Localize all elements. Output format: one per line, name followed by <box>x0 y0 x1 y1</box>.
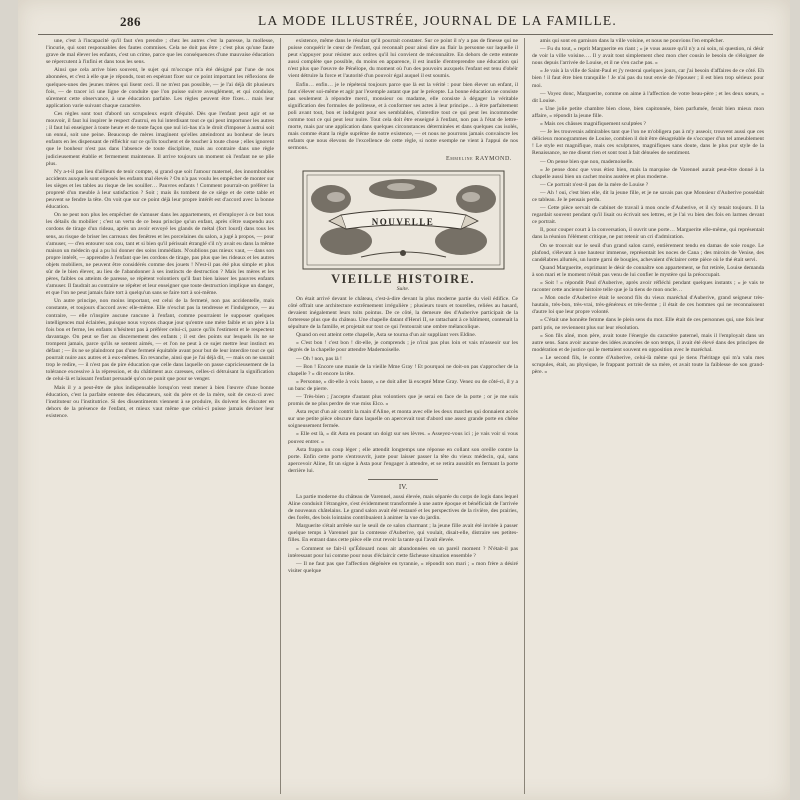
column-divider-right <box>524 38 525 794</box>
story-subtitle: Suite. <box>396 285 410 292</box>
paragraph: — Fu du tout, » reprit Marguerite en riant ; « je vous assure qu'il n'y a ni soin, ni question, ni désir de voir la ville voisine…. Il y avait tout simplement chez mon cher cousin le besoin de s'éloigner de nous depuis l'arrivée de Louise, et il ne s'en cache pas. » <box>532 46 764 67</box>
paragraph: — Cette pièce servait de cabinet de travail à mon oncle d'Auberive, et il s'y tenait toujours. Il la regardait souvent pendant qu'il lisait ou écrivait ses lettres, et je l'ai vu bien des fois en larmes devant ce portrait. <box>532 205 764 226</box>
paragraph: « Mais ces châsses magnifiquement sculptées ? <box>540 121 646 128</box>
section-rule <box>368 479 438 480</box>
column-left <box>46 38 274 794</box>
running-title: LA MODE ILLUSTRÉE, JOURNAL DE LA FAMILLE. <box>258 13 617 28</box>
column-divider-left <box>280 38 281 794</box>
paragraph: On était arrivé devant le château, c'est-à-dire devant la plus moderne partie du vieil édifice. Ce côté offrait une architecture extrêmement irrégulière ; plusieurs tours et tourelles, reliées au hasard, devaient inégalement leurs toits pointus. De ce côté, la demeure des d'Auberive participait de la forteresse plus que du château. Une chapelle datant d'Henri II, se rattachant à ce bâtiment, contenait la sépulture de la famille, et projetait sur tout ce qui l'entourait une ombre mélancolique. <box>288 295 518 331</box>
paragraph: « Comment se fait-il qu'Édouard nous ait abandonnées en un pareil moment ? N'était-il pas intéressant pour lui comme pour nous d'éclaircir cette fâcheuse situation ensemble ? <box>288 545 518 559</box>
story-section-iv <box>288 494 518 575</box>
paragraph: « Mon oncle d'Auberive était le second fils du vieux maréchal d'Auberive, grand seigneur très-hautain, très-bon, très-vrai, très-généreux et très-ferme ; il était de ces hommes qui ne reconnaissent d'autre loi que leur propre volonté. <box>532 295 764 316</box>
paragraph: — Ah ! oui, c'est bien elle, dit la jeune fille, et je ne savais pas que Monsieur d'Auberive possédait ce tableau. Je le pensais perdu. <box>532 189 764 203</box>
paragraph: Quand on eut atteint cette chapelle, Asta se tourna d'un air suppliant vers Eldine. <box>296 332 477 339</box>
page-number: 286 <box>120 14 141 29</box>
paragraph: — Voyez donc, Marguerite, comme on aime à l'affection de votre beau-père ; et les deux sœurs, » dit Louise. <box>532 90 764 104</box>
paragraph: On se trouvait sur le seuil d'un grand salon carré, entièrement tendu en damas de soie rouge. Le plafond, s'élevant à une hauteur immense, représentait les noces de Cana ; des miroirs de Venise, des candélabres allumés, un lustre garni de bougies, achevaient d'éclairer cette pièce où le thé était servi. <box>532 242 764 263</box>
section-number: IV. <box>398 482 408 491</box>
paragraph: — On pense bien que non, mademoiselle. <box>540 158 634 165</box>
paragraph: Mais il y a peut-être de plus indispensable lorsqu'on veut mener à bien l'œuvre d'une bonne éducation, c'est la parfaite entente des éducateurs, soit du père et de la mère, soit de ceux-ci avec l'instituteur ou l'institutrice. Si des dissentiments viennent à se produire, ils doivent les discuter en dehors de la présence de l'enfant, et mieux vaut même que celui-ci puisse jamais deviner leur existence. <box>46 384 274 419</box>
paragraph: — Très-bien ; j'accepte d'autant plus volontiers que je serai en face de la porte ; or je me suis promis de ne plus perdre de vue miss Elco. » <box>288 394 518 408</box>
paragraph: « Soit ! » répondit Paul d'Auberive, après avoir réfléchi pendant quelques instants ; « je vais te raconter cette ancienne histoire telle que je la tiens de mon oncle… <box>532 280 764 294</box>
paragraph: Marguerite s'était arrêtée sur le seuil de ce salon charmant ; la jeune fille avait été invitée à passer quelque temps à Varennel par la comtesse d'Auberive, qui voulait, disait-elle, distraire ses petites-filles. En entrant dans cette pièce elle crut revoir la tante qui l'avait élevée. <box>288 523 518 544</box>
paragraph: Asta reçut d'un air contrit la main d'Aline, et monta avec elle les deux marches qui donnaient accès sur une petite pièce obscure dans laquelle on apercevait tout d'abord une assez grande porte en chêne soigneusement fermée. <box>288 409 518 430</box>
paragraph: Quand Marguerite, exprimant le désir de connaître son appartement, se fut retirée, Louise demanda à son mari et le moment n'était pas venu de lui confier le mystère qui la préoccupait. <box>532 264 764 278</box>
paragraph: amis qui sont en garnison dans la ville voisine, et nous ne pouvions l'en empêcher. <box>540 38 725 44</box>
story-title: VIEILLE HISTOIRE. <box>331 271 475 286</box>
paragraph: — Je les trouverais admirables tant que l'on ne m'obligera pas à m'y asseoir, trouvent aussi que ces délicieux monogrammes de Louise, combien il doit être désagréable de s'occuper d'un tel ameublement ! Le style est magnifique, mais ces sculptures, magnifiques sans doute, dans le plus pur style de la Renaissance, ne me disent rien et sont tout à fait dénuées de sentiment. <box>532 129 764 157</box>
paragraph: — Oh ! non, pas là ! <box>296 355 342 362</box>
paragraph: Il, pour couper court à la conversation, il ouvrit une porte… Marguerite elle-même, qui représentait dans la réunion l'élément critique, ne put retenir un cri d'admiration. <box>532 227 764 241</box>
paragraph: Asta frappa un coup léger ; elle attendit longtemps une réponse en collant son oreille contre la porte. Enfin cette porte s'entrouvrit, juste pour laisser passer la tête du vieux médecin, qui, sans apercevoir Aline, fit un signe à Asta pour l'engager à attendre, et se retira aussitôt en fermant la porte derrière lui. <box>288 446 518 474</box>
paragraph: — Il ne faut pas que l'affection dégénère en tyrannie, » répondit son mari ; « mon frère a désiré visiter quelque <box>288 560 518 574</box>
paragraph: « Une jolie petite chambre bien close, bien capitonnée, bien parfumée, ferait bien mieux mon affaire, » répondit la jeune fille. <box>532 105 764 119</box>
paragraph: « Je pense donc que vous étiez bien, mais la marquise de Varennel aurait peut-être donné à la chapelle aussi bien un cachet moins austère et plus moderne. <box>532 166 764 180</box>
paragraph: « Son fils aîné, mon père, avait toute l'énergie du caractère paternel, mais il l'employait dans un autre sens. Sans avoir aucune des idées avancées de son temps, il avait été élevé dans des principes de modération et de justice qui le mettaient souvent en opposition avec le maréchal. <box>532 332 764 353</box>
paragraph: « Je vais à la ville de Saint-Paul et j'y resterai quelques jours, car j'ai besoin d'affaires de ce côté. Eh bien ! il faut être bien tranquille ! Je n'ai pas du tout envie de l'épouser ; il est bien trop sérieux pour moi. <box>532 68 764 89</box>
vignette-label: NOUVELLE <box>371 216 434 227</box>
paragraph: Enfin… enfin… je le répéterai toujours parce que là est la vérité : pour bien élever un enfant, il faut s'élever soi-même et agir par l'exemple autant que par le précepte. La bonne éducation ne consiste pas seulement à répondre merci, monsieur ou madame, elle consiste à dégager la véritable signification des formules de politesse, et à conformer ses actes à leur principe… à être parfaitement poli avant tout, bon et indulgent pour ses semblables, s'interdire tout ce qui peut les incommoder comme tout ce qui peut leur nuire. Tout cela doit être enseigné à l'enfant, non pas à l'état de lettre-morte, mais par une application dans quelques circonstances déterminées et dans quelques cas isolés, mais comme étant la règle suprême de notre existence, — et nous ne pourrons jamais convaincre les enfants que nous élevons de l'excellence de cette règle, si notre exemple ne vient à l'appui de nos sermons. <box>288 81 518 152</box>
paragraph: La partie moderne du château de Varennel, aussi élevée, mais séparée du corps de logis dans lequel Aline conduisit l'étrangère, s'est évidemment transformée à une autre époque et bénéficiait de l'arrivée de nouveaux châtelains. Le grand salon avait été restauré et les perspectives de la rivière, des prairies, des forêts, des bois lointains contribuaient à animer la vue du jardin. <box>288 493 518 522</box>
nouvelle-vignette <box>301 169 506 271</box>
paragraph: « Le second fils, le comte d'Auberive, celui-là même qui je tiens l'héritage qui m'a valu mes scrupules, était, au physique, le frappant portrait de sa mère, et avait toute la faiblesse de son grand-père. » <box>532 354 764 376</box>
header-rule <box>38 34 773 35</box>
paragraph: Un autre principe, non moins important, est celui de la fermeté, non pas accidentelle, mais constante, et toujours d'accord avec elle-même. Elle n'exclut pas la tendresse et l'indulgence, — au contraire, — elle n'inspire aucune rancune à l'enfant, comme pourraient le supposer quelques intelligences mal éclairées, puisque nous voyons chaque jour qu'entre une mère faible et un père à la fois bon et ferme, les enfants n'hésitent pas à préférer celui-ci, parce qu'ils l'estiment et le respectent davantage. On peut se fier au discernement des enfants ; il est des points sur lesquels ils ne se trompent jamais, parce qu'ils se sentent aimés, — et l'on ne peut à ce sujet mettre leur instinct en défaut ; — ils ne se plaindront pas d'une fermeté équitable avant pour but de leur interdire tout ce qui pourrait nuire aux autres et à eux-mêmes. En revanche, ainsi que je l'ai déjà dit, — mais on ne saurait trop le redire, — il n'est pas de pire éducation que celle dans laquelle on passe capricieusement de la tolérance excessive à la répression, et du châtiment aux caresses, celles-ci détruisant la signification de celui-là et laissant l'enfant persuadé qu'on ne punit que pour se venger. <box>46 298 274 383</box>
column-middle <box>288 38 518 794</box>
column-right <box>532 38 764 794</box>
paragraph: Ces règles sont tout d'abord un scrupuleux esprit d'équité. Dès que l'enfant peut agir et se mouvoir, il faut lui inspirer le respect d'autrui, en lui interdisant tout ce qui peut importuner les autres ; il faut lui enseigner à toute heure et de toute façon que nul ici-bas n'a le droit d'imposer à autrui soit un ennui, soit une peine. Beaucoup de mères imaginent qu'elles atteindront au bonheur de leurs enfants en les dispensant de réfléchir sur ce qu'ils touchent et de toucher à toute chose ; elles ignorent que le bonheur n'est pas dans l'absence de toute discipline, mais au contraire dans une règle judicieusement établie et fermement maintenue. Il arrive toujours un moment où l'enfant ne se plie plus. <box>46 110 274 167</box>
author-signature: Emmeline RAYMOND. <box>446 155 512 162</box>
article-continuation <box>288 38 518 153</box>
paragraph: existence, même dans le résultat qu'il pourrait constater. Sur ce point il n'y a pas de finesse qui ne puisse conquérir le cœur de l'enfant, qui reconnaît pour ainsi dire au flair la personne sur laquelle il peut s'appuyer pour résister aux ordres qu'il lui convient de méconnaître. En dehors de cette entente aussi complète que possible, du moins en apparence, il est inutile d'entreprendre une éducation qui n'est plus que l'œuvre de Pénélope, du moment où l'un des pouvoirs auxquels l'enfant est tenu d'obéir vient détruire la force et l'autorité d'un pouvoir égal auquel il est soumis. <box>288 38 518 80</box>
paragraph: « Personne, » dit-elle à voix basse, « ne doit aller là excepté Mme Gray. Venez ou de côté-ci, il y a un banc de pierre. <box>288 378 518 392</box>
paragraph: « C'était une honnête femme dans le plein sens du mot. Elle était de ces personnes qui, une fois leur parti pris, ne reviennent plus sur leur résolution. <box>532 317 764 331</box>
paragraph: une, c'est à l'incapacité qu'il faut s'en prendre ; chez les autres c'est la paresse, la mollesse, l'incurie, qui sont responsables des fautes commises. Cela ne doit pas être ; c'est plus qu'une faute grave de mal élever les enfants, c'est un crime, parce que les conséquences d'une mauvaise éducation se répercutent à l'infini et dans tous les sens. <box>46 38 274 66</box>
paragraph: N'y a-t-il pas lieu d'ailleurs de tenir compte, si grand que soit l'amour maternel, des innombrables accidents auxquels sont exposés les enfants mal élevés ? On n'a pas voulu les empêcher de monter sur les sièges et les tables au risque de les souiller… Pauvres enfants ! Comment pourrait-on préférer la propreté d'un meuble à leur satisfaction ? Soit ; mais ils tombent de ce siège et de cette table et peuvent se fendre la tête. On voit que sur ce point déjà leur propre intérêt est d'accord avec la bonne éducation. <box>46 168 274 211</box>
paragraph: Ainsi que cela arrive bien souvent, le sujet qui m'occupe m'a été désigné par l'une de nos abonnées, et c'est à elle que je réponds, tout en espérant fixer sur ce point important les réflexions de quelques-unes des jeunes mères qui lisent ceci. Il ne m'est pas possible, — je l'ai déjà dit plusieurs fois, — de tracer ici une ligne de conduite que l'on puisse suivre aveuglément, et qui conduise, sûrement cette observance, à une éducation parfaite. Les règles peuvent être fixes… mais leur application varie suivant chaque caractère. <box>46 67 274 109</box>
paragraph: — Ce portrait n'est-il pas de la mère de Louise ? <box>540 181 649 188</box>
newspaper-page <box>18 0 790 800</box>
ornament-engraving <box>301 169 506 271</box>
paragraph: « Elle est là, » dit Asta en posant un doigt sur ses lèvres. « Asseyez-vous ici ; je vais voir si vous pouvez entrer. » <box>288 431 518 445</box>
story-text <box>288 296 518 475</box>
paragraph: On ne peut non plus les empêcher de s'amuser dans les appartements, et d'employer à ce but tous les détails du mobilier ; c'est un vertu de ce beau principe qu'un enfant, après s'être suspendu aux cordons de tirage d'un rideau, après un avoir envoyé les glands de métal (fort lourd) dans tous les sens, au risque de briser les carreaux des fenêtres et les porcelaines du salon, a jugé à propos, — pour s'amuser, — d'en entourer son cou, tant et si bien qu'il périssait étranglé s'il n'y avait eu dans la même maison un médecin qui a pu lui donner des soins immédiats. N'oublions pas mieux vaut, — dans son propre intérêt, — apprendre à l'enfant que les cordons de tirage, pas plus que les rideaux et les autres objets mobiliers, ne peuvent être considérés comme des jouets ! N'est-il pas été plus simple et plus sûr de le bien élever, au lieu de l'abandonner à ses instincts de destruction ? Mais les mères et les pères, faibles ou atteints de paresse, se répètent volontiers qu'il faut bien laisser les pauvres enfants s'amuser. Il faudrait au contraire se répéter et leur enseigner que toute destruction implique un danger, et que l'on ne peut jamais faire tort à quelqu'un sans se faire tort à soi-même. <box>46 212 274 297</box>
paragraph: — Bon ! Encore une manie de la vieille Mme Gray ! Et pourquoi ne doit-on pas s'approcher de la chapelle ? » dit encore la tête. <box>288 363 518 377</box>
paragraph: « C'est bon ! c'est bon ! dit-elle, je comprends ; je n'irai pas plus loin et vais m'asseoir sur les degrés de la chapelle pour attendre Mademoiselle. <box>288 340 518 354</box>
